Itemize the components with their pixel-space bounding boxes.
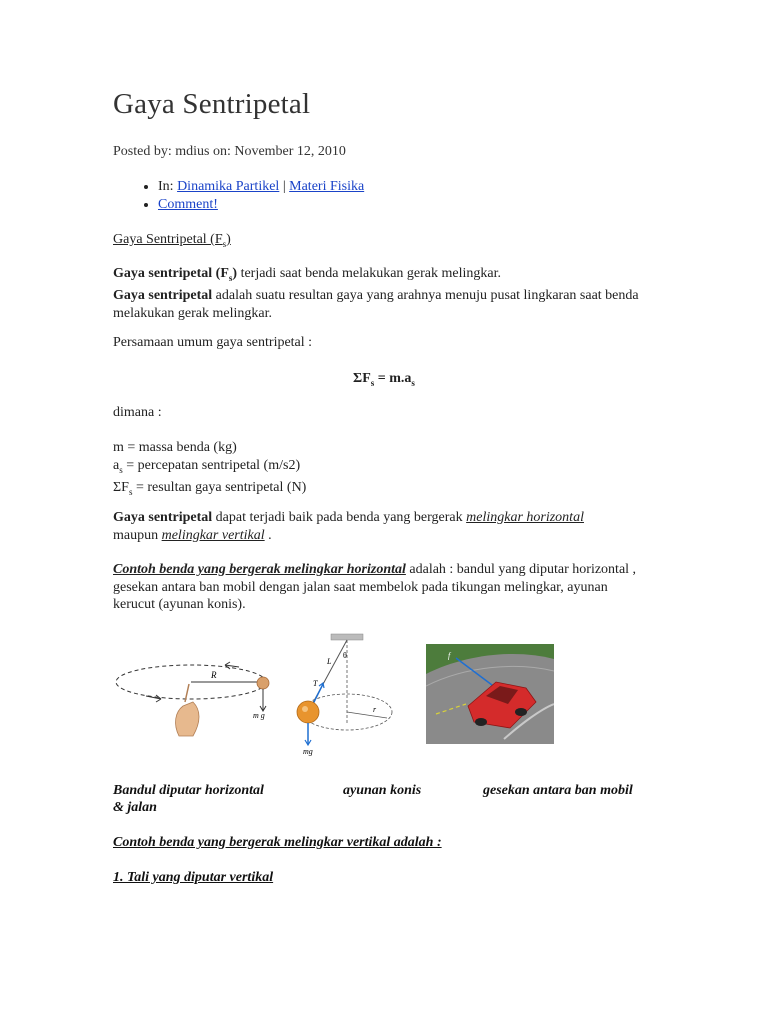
angle-label: θ — [343, 651, 347, 660]
eq-part-b: = m.a — [374, 371, 412, 386]
paragraph-text-2: adalah suatu resultan gaya yang arahnya menuju pusat lingkaran saat benda melakukan gerak melingkar. — [113, 288, 639, 321]
weight-label: m g — [253, 711, 265, 720]
section-heading-sub: s — [222, 238, 227, 249]
eq-sub-a: s — [370, 377, 375, 388]
category-link-dinamika[interactable]: Dinamika Partikel — [177, 179, 280, 194]
weight-label-2: mg — [303, 747, 313, 756]
paragraph-horizontal-examples — [113, 561, 653, 614]
section-heading-text: Gaya Sentripetal (F — [113, 232, 223, 247]
comment-link[interactable]: Comment! — [158, 197, 218, 212]
section-heading — [113, 231, 653, 253]
eq-part-a: ΣF — [353, 371, 371, 386]
types-text-2: maupun — [113, 527, 162, 543]
length-label: L — [327, 657, 332, 666]
category-item — [158, 178, 364, 196]
dimana-label: dimana : — [113, 405, 162, 420]
bold-term-3: Gaya sentripetal — [113, 510, 213, 525]
in-label: In: — [158, 179, 178, 194]
friction-label: f — [448, 651, 451, 660]
bold-term-end: ) — [232, 266, 238, 281]
def-f-pre: ΣF — [113, 479, 129, 495]
caption-car-friction: gesekan antara ban mobil — [483, 783, 633, 798]
def-a-post: = percepatan sentripetal (m/s2) — [122, 457, 301, 473]
horizontal-examples-heading: Contoh benda yang bergerak melingkar horizontal — [113, 562, 406, 577]
comment-item — [158, 196, 364, 214]
def-a-pre: a — [113, 457, 120, 473]
centripetal-equation — [0, 371, 768, 388]
paragraph-equation-intro: Persamaan umum gaya sentripetal : — [113, 335, 313, 350]
caption-car-friction-cont: & jalan — [113, 800, 157, 815]
category-separator: | — [279, 179, 290, 194]
vertical-example-1: 1. Tali yang diputar vertikal — [113, 870, 274, 885]
bold-term — [113, 266, 237, 281]
category-link-materi[interactable]: Materi Fisika — [289, 179, 365, 194]
types-text-3: . — [264, 527, 272, 543]
bold-term-sub: s — [228, 272, 233, 283]
link-horizontal[interactable]: melingkar horizontal — [466, 510, 584, 525]
link-vertical[interactable]: melingkar vertikal — [161, 527, 265, 543]
def-f-post: = resultan gaya sentripetal (N) — [132, 479, 307, 495]
paragraph-types — [113, 509, 653, 544]
tension-label: T — [313, 679, 318, 688]
radius-label: R — [211, 670, 217, 680]
section-heading-end: ) — [226, 232, 231, 247]
def-acceleration — [113, 458, 300, 473]
paragraph-definition — [113, 265, 653, 322]
def-f-sub: s — [128, 486, 133, 497]
post-byline: Posted by: mdius on: November 12, 2010 — [113, 144, 346, 159]
horizontal-pendulum-figure — [113, 632, 273, 742]
def-mass: m = massa benda (kg) — [113, 440, 237, 455]
paragraph-text: terjadi saat benda melakukan gerak melingkar. — [237, 266, 502, 281]
bold-term-2: Gaya sentripetal — [113, 288, 213, 304]
def-a-sub: s — [119, 464, 123, 475]
bold-term-text: Gaya sentripetal (F — [113, 266, 229, 281]
orbit-radius-label: r — [373, 705, 377, 714]
vertical-examples-heading: Contoh benda yang bergerak melingkar vertikal adalah : — [113, 835, 442, 850]
page-title: Gaya Sentripetal — [113, 88, 311, 120]
car-turning-figure — [426, 644, 554, 744]
definitions-list — [113, 439, 653, 501]
def-force — [113, 480, 306, 495]
horizontal-examples-text: adalah : bandul yang diputar horizontal , gesekan antara ban mobil dengan jalan saat membelok pada tikungan melingkar, ayunan kerucut (ayunan konis). — [113, 562, 637, 612]
caption-horizontal-pendulum: Bandul diputar horizontal — [113, 783, 264, 798]
post-meta-list — [113, 178, 364, 214]
caption-conical-pendulum: ayunan konis — [343, 783, 422, 798]
eq-sub-b: s — [411, 377, 415, 388]
conical-pendulum-figure — [283, 632, 413, 760]
types-text-1: dapat terjadi baik pada benda yang bergerak — [212, 510, 467, 525]
